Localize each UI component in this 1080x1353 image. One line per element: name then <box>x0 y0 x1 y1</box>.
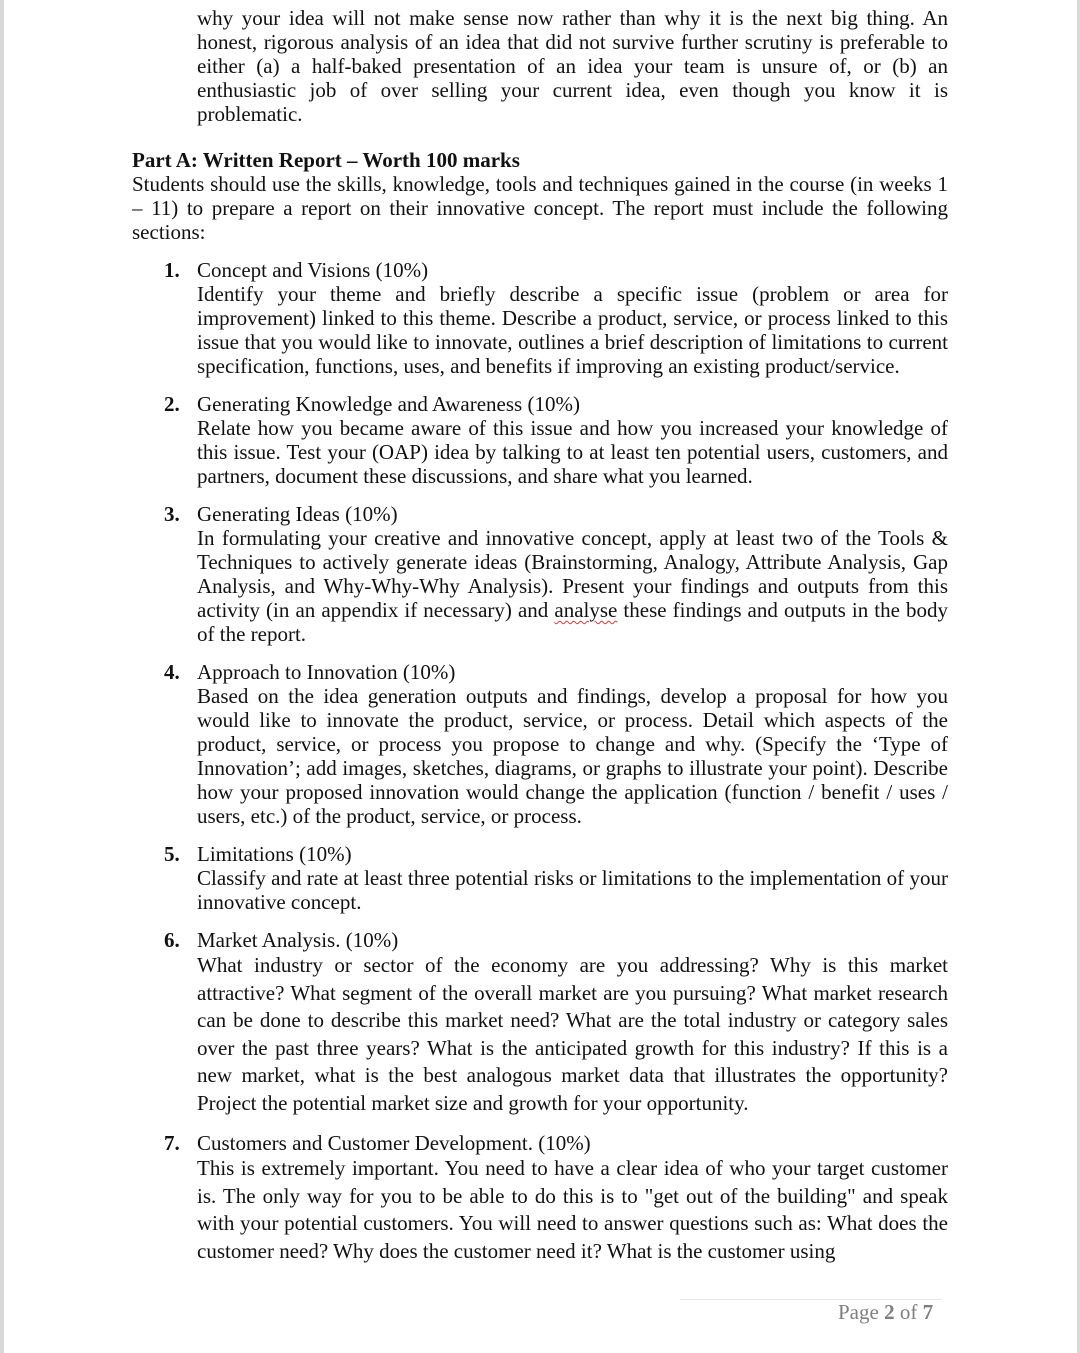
document-page <box>132 6 948 1279</box>
page-edge-left <box>0 0 4 1353</box>
item-body: Relate how you became aware of this issue and how you increased your knowledge of this issue. Test your (OAP) idea by talking to at least ten potential users, customers, and partners, document these discussions, and share what you learned. <box>197 416 948 488</box>
list-number: 3. <box>164 502 180 526</box>
list-number: 4. <box>164 660 180 684</box>
list-number: 1. <box>164 258 180 282</box>
item-title: Generating Knowledge and Awareness (10%) <box>197 392 580 416</box>
item-title: Limitations (10%) <box>197 842 352 866</box>
page-number-footer <box>838 1300 933 1325</box>
intro-paragraph: why your idea will not make sense now rather than why it is the next big thing. An honest, rigorous analysis of an idea that did not survive further scrutiny is preferable to either (a) a half-baked presentation of an idea your team is unsure of, or (b) an enthusiastic job of over selling your current idea, even though you know it is problematic. <box>197 6 948 126</box>
page-current: 2 <box>884 1300 895 1324</box>
list-item-approach-to-innovation <box>132 660 948 828</box>
item-body: Classify and rate at least three potential risks or limitations to the implementation of your innovative concept. <box>197 866 948 914</box>
item-body <box>197 526 948 646</box>
item-title: Customers and Customer Development. (10%) <box>197 1131 591 1155</box>
item-body: Identify your theme and briefly describe a specific issue (problem or area for improvement) linked to this theme. Describe a product, service, or process linked to this issue that you would like to innovate, outlines a brief description of limitations to current specification, functions, uses, and benefits if improving an existing product/service. <box>197 282 948 378</box>
report-sections-list <box>132 258 948 1265</box>
list-number: 2. <box>164 392 180 416</box>
page-total: 7 <box>922 1300 934 1324</box>
list-item-customers <box>132 1131 948 1265</box>
part-a-heading: Part A: Written Report – Worth 100 marks <box>132 148 520 172</box>
list-number: 7. <box>164 1131 180 1155</box>
page-of-label: of <box>899 1300 918 1324</box>
part-a-intro: Students should use the skills, knowledge, tools and techniques gained in the course (in weeks 1 – 11) to prepare a report on their innovative concept. The report must include the following sections: <box>132 172 948 244</box>
item-title: Market Analysis. (10%) <box>197 928 399 952</box>
list-item-generating-knowledge <box>132 392 948 488</box>
item-body: What industry or sector of the economy are you addressing? Why is this market attractive? What segment of the overall market are you pursuing? What market research can be done to describe this market need? What are the total industry or category sales over the past three years? What is the anticipated growth for this industry? If this is a new market, what is the best analogous market data that illustrates the opportunity? Project the potential market size and growth for your opportunity. <box>197 953 948 1115</box>
item-title: Concept and Visions (10%) <box>197 258 429 282</box>
list-item-market-analysis <box>132 928 948 1117</box>
list-number: 5. <box>164 842 180 866</box>
list-item-generating-ideas <box>132 502 948 646</box>
item-title: Generating Ideas (10%) <box>197 502 398 526</box>
item-body: This is extremely important. You need to have a clear idea of who your target customer is. The only way for you to be able to do this is to "get out of the building" and speak with your potential customers. You will need to answer questions such as: What does the customer need? Why does the customer need it? What is the customer using <box>197 1156 948 1263</box>
page-label: Page <box>838 1300 879 1324</box>
item-body-part: these findings and outputs in the body of the report. <box>197 598 948 646</box>
spelling-flagged-word[interactable]: analyse <box>554 598 618 622</box>
list-item-concept-and-visions <box>132 258 948 378</box>
item-body-part: In formulating your creative and innovative concept, apply at least two of the Tools & Techniques to actively generate ideas (Brainstorming, Analogy, Attribute Analysis, Gap Analysis, and Why-Why-Why Analysis). Present your findings and outputs from this activity (in an appendix if necessary) and <box>197 526 948 622</box>
list-number: 6. <box>164 928 180 952</box>
item-body: Based on the idea generation outputs and findings, develop a proposal for how you would like to innovate the product, service, or process. Detail which aspects of the product, service, or process you propose to change and why. (Specify the ‘Type of Innovation’; add images, sketches, diagrams, or graphs to illustrate your point). Describe how your proposed innovation would change the application (function / benefit / uses / users, etc.) of the product, service, or process. <box>197 684 948 828</box>
item-title: Approach to Innovation (10%) <box>197 660 456 684</box>
list-item-limitations <box>132 842 948 914</box>
